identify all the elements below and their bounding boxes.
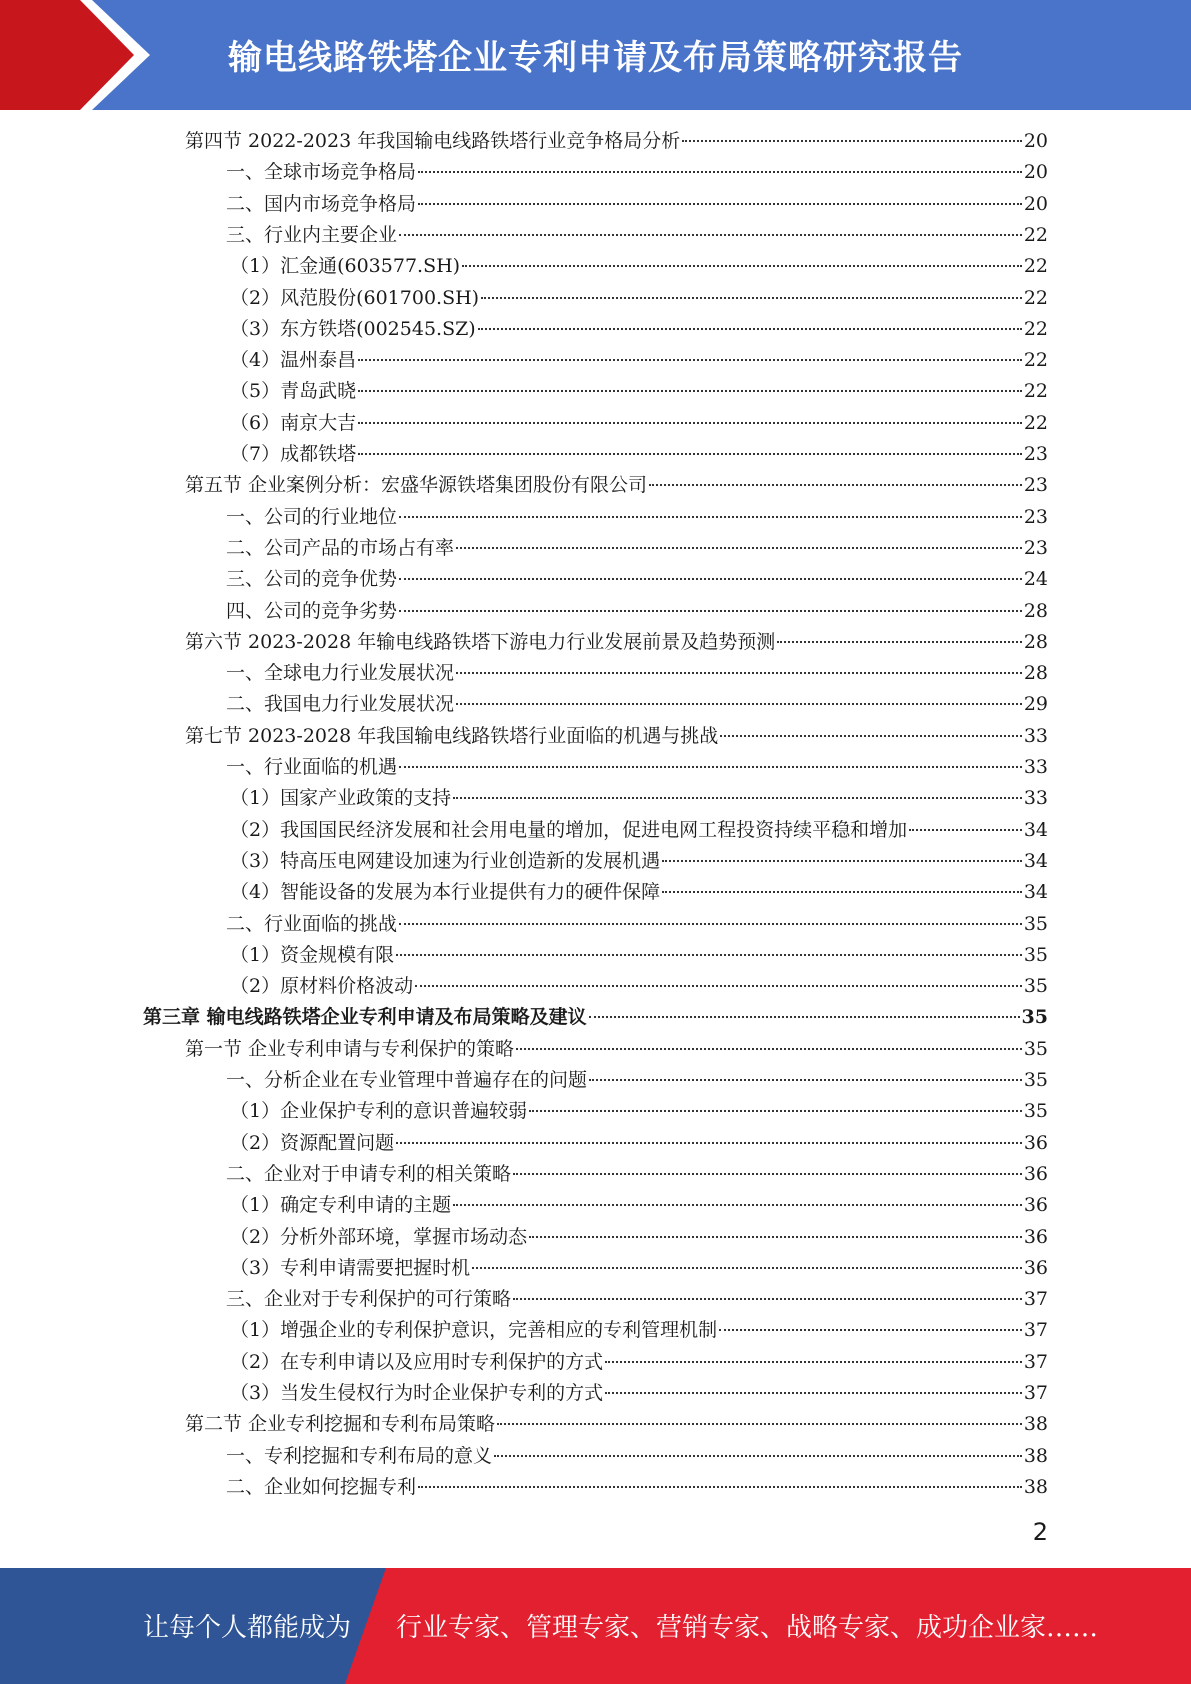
toc-entry[interactable] [226, 1065, 1048, 1096]
toc-entry-page: 34 [1023, 850, 1048, 872]
toc-entry[interactable] [230, 1190, 1048, 1221]
toc-dot-leader [456, 547, 1022, 549]
toc-dot-leader [649, 484, 1022, 486]
toc-entry-page: 33 [1023, 725, 1048, 747]
toc-entry-page: 35 [1023, 975, 1048, 997]
toc-entry-label: （5）青岛武晓 [230, 380, 357, 402]
toc-entry-page: 28 [1023, 631, 1048, 653]
report-title: 输电线路铁塔企业专利申请及布局策略研究报告 [228, 38, 963, 78]
toc-dot-leader [529, 1236, 1022, 1238]
toc-dot-leader [399, 923, 1022, 925]
toc-entry[interactable] [230, 815, 1048, 846]
toc-entry-label: 第七节 2023-2028 年我国输电线路铁塔行业面临的机遇与挑战 [185, 725, 719, 747]
toc-entry[interactable] [226, 220, 1048, 251]
toc-entry-page: 33 [1023, 787, 1048, 809]
toc-entry[interactable] [185, 627, 1048, 658]
toc-entry-label: 一、全球电力行业发展状况 [226, 662, 455, 684]
toc-entry-page: 22 [1023, 349, 1048, 371]
toc-entry-label: （6）南京大吉 [230, 412, 357, 434]
toc-entry-label: （3）当发生侵权行为时企业保护专利的方式 [230, 1382, 604, 1404]
toc-dot-leader [399, 578, 1022, 580]
toc-entry[interactable] [230, 439, 1048, 470]
toc-dot-leader [415, 985, 1022, 987]
toc-entry-page: 34 [1023, 819, 1048, 841]
toc-entry[interactable] [230, 1096, 1048, 1127]
toc-entry[interactable] [230, 1315, 1048, 1346]
toc-entry-page: 22 [1023, 287, 1048, 309]
toc-entry-page: 38 [1023, 1445, 1048, 1467]
toc-entry-label: 三、企业对于专利保护的可行策略 [226, 1288, 512, 1310]
toc-entry-label: （2）风范股份(601700.SH) [230, 287, 480, 309]
toc-dot-leader [358, 422, 1022, 424]
toc-entry-page: 29 [1023, 693, 1048, 715]
toc-entry-page: 24 [1023, 568, 1048, 590]
toc-entry-label: 一、分析企业在专业管理中普遍存在的问题 [226, 1069, 588, 1091]
toc-entry-label: （2）分析外部环境，掌握市场动态 [230, 1226, 528, 1248]
toc-dot-leader [589, 1016, 1020, 1018]
toc-dot-leader [513, 1298, 1022, 1300]
toc-entry-label: （3）专利申请需要把握时机 [230, 1257, 471, 1279]
toc-entry-label: 第五节 企业案例分析：宏盛华源铁塔集团股份有限公司 [185, 474, 648, 496]
toc-entry-label: 二、我国电力行业发展状况 [226, 693, 455, 715]
toc-entry-page: 36 [1023, 1132, 1048, 1154]
toc-entry-label: 一、全球市场竞争格局 [226, 161, 417, 183]
page-footer [0, 1568, 1191, 1684]
toc-dot-leader [456, 703, 1022, 705]
toc-entry[interactable] [230, 283, 1048, 314]
toc-entry-label: 四、公司的竞争劣势 [226, 600, 398, 622]
toc-entry-label: （2）在专利申请以及应用时专利保护的方式 [230, 1351, 604, 1373]
toc-entry[interactable] [185, 1409, 1048, 1440]
toc-entry-page: 35 [1023, 913, 1048, 935]
toc-entry-page: 23 [1023, 537, 1048, 559]
toc-entry-label: （1）企业保护专利的意识普遍较弱 [230, 1100, 528, 1122]
toc-entry-page: 38 [1023, 1476, 1048, 1498]
toc-entry[interactable] [226, 157, 1048, 188]
toc-entry[interactable] [185, 721, 1048, 752]
header-red-arrow-decoration [0, 0, 160, 110]
toc-entry-label: （1）资金规模有限 [230, 944, 395, 966]
toc-entry[interactable] [230, 971, 1048, 1002]
toc-entry-label: （4）智能设备的发展为本行业提供有力的硬件保障 [230, 881, 661, 903]
toc-dot-leader [682, 140, 1022, 142]
toc-entry-page: 36 [1023, 1226, 1048, 1248]
toc-dot-leader [529, 1110, 1022, 1112]
toc-entry-label: 第一节 企业专利申请与专利保护的策略 [185, 1038, 515, 1060]
toc-entry-label: 二、企业如何挖掘专利 [226, 1476, 417, 1498]
toc-entry-page: 35 [1023, 1100, 1048, 1122]
toc-entry-label: 二、企业对于申请专利的相关策略 [226, 1163, 512, 1185]
toc-entry[interactable] [230, 408, 1048, 439]
toc-entry[interactable] [185, 470, 1048, 501]
toc-dot-leader [418, 203, 1022, 205]
toc-entry[interactable] [226, 1159, 1048, 1190]
toc-entry[interactable] [226, 564, 1048, 595]
toc-entry-label: 三、公司的竞争优势 [226, 568, 398, 590]
toc-entry-label: 第四节 2022-2023 年我国输电线路铁塔行业竞争格局分析 [185, 130, 681, 152]
toc-entry-page: 28 [1023, 662, 1048, 684]
toc-dot-leader [399, 234, 1022, 236]
toc-entry-label: 第六节 2023-2028 年输电线路铁塔下游电力行业发展前景及趋势预测 [185, 631, 776, 653]
toc-entry[interactable] [230, 376, 1048, 407]
toc-entry[interactable] [226, 658, 1048, 689]
toc-entry[interactable] [230, 345, 1048, 376]
toc-dot-leader [605, 1392, 1022, 1394]
toc-dot-leader [513, 1173, 1022, 1175]
toc-entry[interactable] [226, 1284, 1048, 1315]
toc-entry[interactable] [230, 1347, 1048, 1378]
footer-slogan-left: 让每个人都能成为 [143, 1613, 352, 1643]
toc-entry-page: 23 [1023, 474, 1048, 496]
toc-entry-page: 35 [1021, 1006, 1048, 1028]
toc-entry[interactable] [226, 596, 1048, 627]
toc-entry-page: 38 [1023, 1413, 1048, 1435]
toc-entry-page: 22 [1023, 224, 1048, 246]
toc-entry-page: 34 [1023, 881, 1048, 903]
toc-dot-leader [662, 891, 1022, 893]
toc-entry-label: 二、国内市场竞争格局 [226, 193, 417, 215]
toc-entry-label: （7）成都铁塔 [230, 443, 357, 465]
toc-entry[interactable] [230, 1378, 1048, 1409]
toc-entry-page: 36 [1023, 1257, 1048, 1279]
toc-entry-label: 二、行业面临的挑战 [226, 913, 398, 935]
toc-dot-leader [358, 390, 1022, 392]
toc-entry-page: 22 [1023, 318, 1048, 340]
toc-entry-page: 37 [1023, 1382, 1048, 1404]
toc-entry[interactable] [226, 1441, 1048, 1472]
toc-entry-page: 33 [1023, 756, 1048, 778]
toc-entry-page: 35 [1023, 1038, 1048, 1060]
toc-entry[interactable] [226, 502, 1048, 533]
toc-dot-leader [481, 297, 1022, 299]
toc-entry-page: 23 [1023, 506, 1048, 528]
toc-entry[interactable] [226, 189, 1048, 220]
toc-entry-page: 22 [1023, 380, 1048, 402]
toc-entry-label: 第三章 输电线路铁塔企业专利申请及布局策略及建议 [143, 1006, 587, 1028]
toc-dot-leader [399, 766, 1022, 768]
toc-dot-leader [662, 860, 1022, 862]
toc-entry[interactable] [230, 251, 1048, 282]
toc-entry-label: （2）资源配置问题 [230, 1132, 395, 1154]
toc-dot-leader [472, 1267, 1022, 1269]
toc-dot-leader [418, 1486, 1022, 1488]
toc-entry[interactable] [230, 1253, 1048, 1284]
toc-dot-leader [494, 1455, 1022, 1457]
toc-dot-leader [516, 1048, 1022, 1050]
toc-entry[interactable] [226, 1472, 1048, 1503]
toc-entry-page: 37 [1023, 1351, 1048, 1373]
toc-entry[interactable] [230, 877, 1048, 908]
toc-entry[interactable] [226, 909, 1048, 940]
toc-dot-leader [399, 610, 1022, 612]
toc-dot-leader [453, 797, 1022, 799]
toc-entry-label: （3）特高压电网建设加速为行业创造新的发展机遇 [230, 850, 661, 872]
toc-entry-page: 22 [1023, 412, 1048, 434]
toc-entry-page: 37 [1023, 1288, 1048, 1310]
toc-dot-leader [399, 516, 1022, 518]
toc-entry-page: 28 [1023, 600, 1048, 622]
toc-entry[interactable] [226, 689, 1048, 720]
footer-slogan-right: 行业专家、管理专家、营销专家、战略专家、成功企业家…… [396, 1613, 1099, 1643]
toc-dot-leader [396, 954, 1022, 956]
toc-dot-leader [418, 171, 1022, 173]
toc-entry[interactable] [230, 1222, 1048, 1253]
toc-entry-page: 35 [1023, 944, 1048, 966]
toc-dot-leader [909, 829, 1022, 831]
toc-entry-page: 36 [1023, 1194, 1048, 1216]
toc-entry[interactable] [230, 314, 1048, 345]
toc-entry[interactable] [143, 1002, 1048, 1033]
toc-entry-label: （2）我国国民经济发展和社会用电量的增加，促进电网工程投资持续平稳和增加 [230, 819, 908, 841]
toc-entry-label: 一、行业面临的机遇 [226, 756, 398, 778]
toc-dot-leader [720, 735, 1022, 737]
toc-entry-page: 36 [1023, 1163, 1048, 1185]
toc-entry[interactable] [185, 126, 1048, 157]
toc-dot-leader [453, 1204, 1022, 1206]
toc-dot-leader [719, 1329, 1022, 1331]
toc-entry[interactable] [226, 752, 1048, 783]
toc-entry-label: 二、公司产品的市场占有率 [226, 537, 455, 559]
toc-entry-page: 23 [1023, 443, 1048, 465]
toc-entry[interactable] [230, 1128, 1048, 1159]
toc-dot-leader [396, 1142, 1022, 1144]
toc-entry-page: 20 [1023, 193, 1048, 215]
toc-entry-page: 20 [1023, 130, 1048, 152]
page-header [0, 0, 1191, 110]
toc-dot-leader [497, 1423, 1022, 1425]
toc-entry-page: 35 [1023, 1069, 1048, 1091]
toc-entry-page: 37 [1023, 1319, 1048, 1341]
toc-dot-leader [358, 453, 1022, 455]
toc-dot-leader [462, 265, 1022, 267]
toc-entry-label: （1）国家产业政策的支持 [230, 787, 452, 809]
page-number: 2 [1032, 1518, 1048, 1546]
toc-entry[interactable] [226, 533, 1048, 564]
toc-entry-label: （1）确定专利申请的主题 [230, 1194, 452, 1216]
toc-entry-page: 22 [1023, 255, 1048, 277]
toc-dot-leader [589, 1079, 1022, 1081]
toc-dot-leader [358, 359, 1022, 361]
toc-dot-leader [605, 1361, 1022, 1363]
toc-dot-leader [777, 641, 1022, 643]
toc-entry-label: 三、行业内主要企业 [226, 224, 398, 246]
toc-entry-label: 第二节 企业专利挖掘和专利布局策略 [185, 1413, 496, 1435]
toc-entry-label: 一、专利挖掘和专利布局的意义 [226, 1445, 493, 1467]
toc-entry[interactable] [185, 1034, 1048, 1065]
toc-dot-leader [478, 328, 1022, 330]
toc-entry-page: 20 [1023, 161, 1048, 183]
toc-entry-label: （4）温州泰昌 [230, 349, 357, 371]
toc-entry-label: 一、公司的行业地位 [226, 506, 398, 528]
toc-entry[interactable] [230, 783, 1048, 814]
toc-entry-label: （1）增强企业的专利保护意识，完善相应的专利管理机制 [230, 1319, 718, 1341]
toc-entry[interactable] [230, 846, 1048, 877]
toc-entry[interactable] [230, 940, 1048, 971]
toc-entry-label: （2）原材料价格波动 [230, 975, 414, 997]
toc-entry-label: （3）东方铁塔(002545.SZ) [230, 318, 476, 340]
toc-entry-label: （1）汇金通(603577.SH) [230, 255, 461, 277]
toc-dot-leader [456, 672, 1022, 674]
